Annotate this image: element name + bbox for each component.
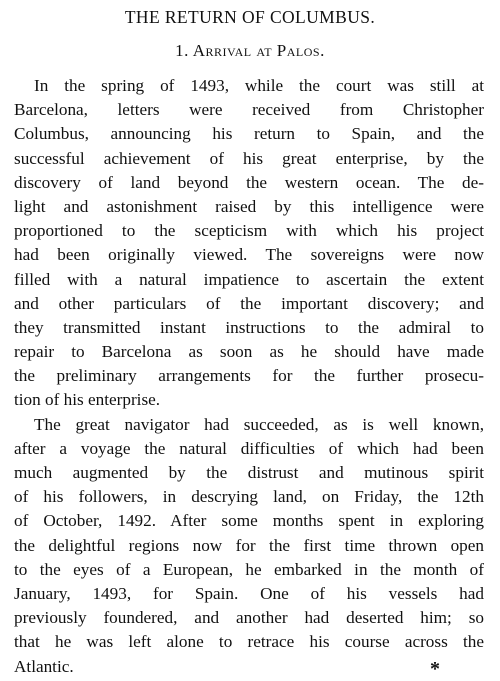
text-line: proportioned to the scepticism with which his project [14,221,484,241]
text-line: filled with a natural impatience to ascertain the extent [14,269,484,289]
text-line: January, 1493, for Spain. One of his vessels had [14,583,484,603]
text-line: the delightful regions now for the first time thrown open [14,535,484,555]
text-line: discovery of land beyond the western ocean. The de- [14,172,484,192]
section-heading: 1. Arrival at Palos. [175,41,325,60]
text-line: and other particulars of the important discovery; and [14,293,484,313]
text-line: successful achievement of his great enterprise, by the [14,148,484,168]
text-line: that he was left alone to retrace his course across the [14,632,484,652]
text-line: Atlantic. [14,656,74,676]
text-line: of his followers, in descrying land, on Friday, the 12th [14,487,484,507]
text-line: had been originally viewed. The sovereigns were now [14,245,484,265]
text-line: to the eyes of a European, he embarked in the month of [14,559,484,579]
text-line: repair to Barcelona as soon as he should have made [14,342,484,362]
text-line: The great navigator had succeeded, as is well known, [34,414,484,434]
text-line: they transmitted instant instructions to the admiral to [14,317,484,337]
text-line: after a voyage the natural difficulties of which had been [14,438,484,458]
footer-mark: * [430,658,440,680]
text-line: previously foundered, and another had deserted him; so [14,608,484,628]
body-text [14,74,484,679]
text-line: Columbus, announcing his return to Spain, and the [14,124,484,144]
text-line: light and astonishment raised by this intelligence were [14,196,484,216]
text-line: the preliminary arrangements for the further prosecu- [14,366,484,386]
text-line: tion of his enterprise. [14,390,161,410]
text-line: Barcelona, letters were received from Christopher [14,100,484,120]
page-title: THE RETURN OF COLUMBUS. [124,7,376,27]
text-line: much augmented by the distrust and mutinous spirit [14,463,484,482]
text-line: In the spring of 1493, while the court was still at [34,76,484,95]
text-line: of October, 1492. After some months spent in exploring [14,511,484,531]
